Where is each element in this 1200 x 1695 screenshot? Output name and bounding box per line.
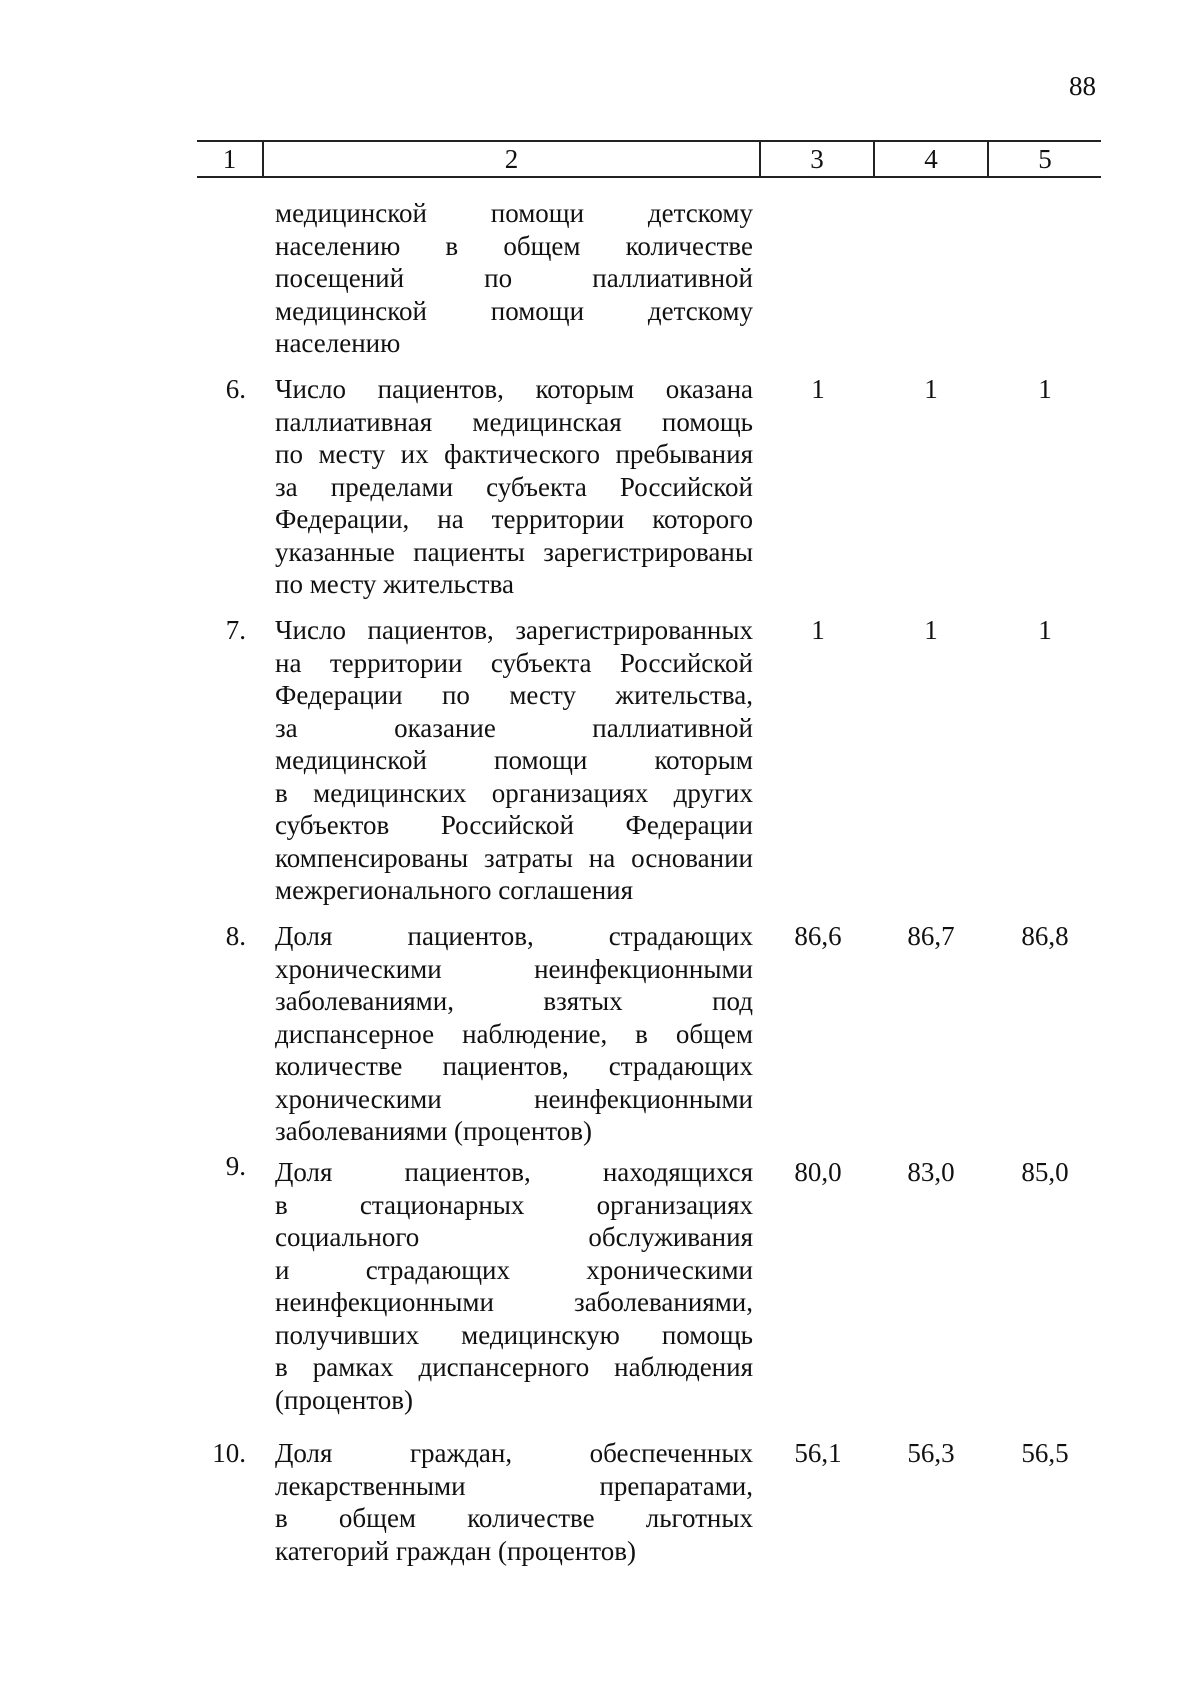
description-line: Доля пациентов, страдающих — [275, 921, 753, 951]
row-description — [275, 1156, 753, 1416]
value-col-5: 1 — [1038, 374, 1052, 404]
description-line: получивших медицинскую помощь — [275, 1319, 753, 1350]
description-line: (процентов) — [275, 1384, 414, 1415]
description-line: социального обслуживания — [275, 1222, 753, 1252]
description-line: на территории субъекта Российской — [275, 647, 753, 678]
table-header-row — [197, 140, 1101, 178]
description-line: по месту жительства — [275, 569, 514, 599]
row-number: 7. — [225, 615, 246, 645]
description-line: медицинской помощи детскому — [275, 198, 753, 228]
value-col-3: 1 — [811, 374, 825, 404]
description-line: Доля пациентов, находящихся — [275, 1157, 753, 1187]
page-number: 88 — [1069, 71, 1096, 101]
value-col-3: 1 — [811, 615, 825, 645]
header-col-3: 3 — [810, 144, 824, 174]
description-line: неинфекционными заболеваниями, — [275, 1287, 753, 1317]
row-description — [275, 920, 753, 1148]
description-line: диспансерное наблюдение, в общем — [275, 1018, 753, 1049]
description-line: населению в общем количестве — [275, 230, 753, 261]
description-line: медицинской помощи детскому — [275, 295, 753, 326]
description-line: лекарственными препаратами, — [275, 1470, 753, 1501]
row-number: 8. — [225, 921, 246, 951]
row-description — [275, 614, 753, 907]
description-line: межрегионального соглашения — [275, 875, 634, 905]
header-col-2: 2 — [504, 144, 519, 174]
description-line: посещений по паллиативной — [275, 263, 753, 293]
description-line: медицинской помощи которым — [275, 745, 753, 775]
description-line: населению — [275, 328, 401, 358]
header-col-5: 5 — [1038, 144, 1052, 174]
description-line: Число пациентов, зарегистрированных — [275, 615, 753, 645]
description-line: и страдающих хроническими — [275, 1254, 753, 1285]
row-description — [275, 197, 753, 360]
description-line: хроническими неинфекционными — [275, 1083, 753, 1114]
description-line: Число пациентов, которым оказана — [275, 374, 753, 404]
value-col-3: 56,1 — [794, 1438, 842, 1468]
value-col-3: 86,6 — [794, 921, 842, 951]
description-line: Федерации по месту жительства, — [275, 680, 753, 710]
description-line: в стационарных организациях — [275, 1189, 753, 1220]
value-col-5: 85,0 — [1021, 1157, 1069, 1187]
row-description — [275, 1437, 753, 1567]
value-col-4: 1 — [924, 374, 938, 404]
description-line: Доля граждан, обеспеченных — [275, 1438, 753, 1468]
description-line: в медицинских организациях других — [275, 777, 753, 808]
value-col-5: 86,8 — [1021, 921, 1069, 951]
description-line: указанные пациенты зарегистрированы — [275, 536, 753, 567]
header-col-1: 1 — [222, 144, 237, 174]
description-line: хроническими неинфекционными — [275, 953, 753, 984]
value-col-4: 83,0 — [907, 1157, 955, 1187]
value-col-5: 1 — [1038, 615, 1052, 645]
row-description — [275, 373, 753, 601]
description-line: по месту их фактического пребывания — [275, 439, 753, 469]
row-number: 10. — [212, 1438, 246, 1468]
description-line: в рамках диспансерного наблюдения — [275, 1352, 753, 1382]
description-line: заболеваниями, взятых под — [275, 986, 753, 1016]
description-line: в общем количестве льготных — [275, 1503, 753, 1533]
row-number: 6. — [225, 374, 246, 404]
description-line: субъектов Российской Федерации — [275, 810, 753, 840]
description-line: за пределами субъекта Российской — [275, 471, 753, 502]
description-line: компенсированы затраты на основании — [275, 842, 753, 873]
value-col-4: 56,3 — [907, 1438, 955, 1468]
description-line: количестве пациентов, страдающих — [275, 1051, 753, 1081]
description-line: за оказание паллиативной — [275, 712, 753, 743]
description-line: Федерации, на территории которого — [275, 504, 753, 534]
value-col-4: 1 — [924, 615, 938, 645]
description-line: паллиативная медицинская помощь — [275, 406, 753, 437]
value-col-3: 80,0 — [794, 1157, 842, 1187]
header-col-4: 4 — [924, 144, 938, 174]
description-line: категорий граждан (процентов) — [275, 1535, 636, 1566]
value-col-5: 56,5 — [1021, 1438, 1069, 1468]
description-line: заболеваниями (процентов) — [275, 1116, 592, 1146]
value-col-4: 86,7 — [907, 921, 955, 951]
row-number: 9. — [225, 1151, 246, 1181]
